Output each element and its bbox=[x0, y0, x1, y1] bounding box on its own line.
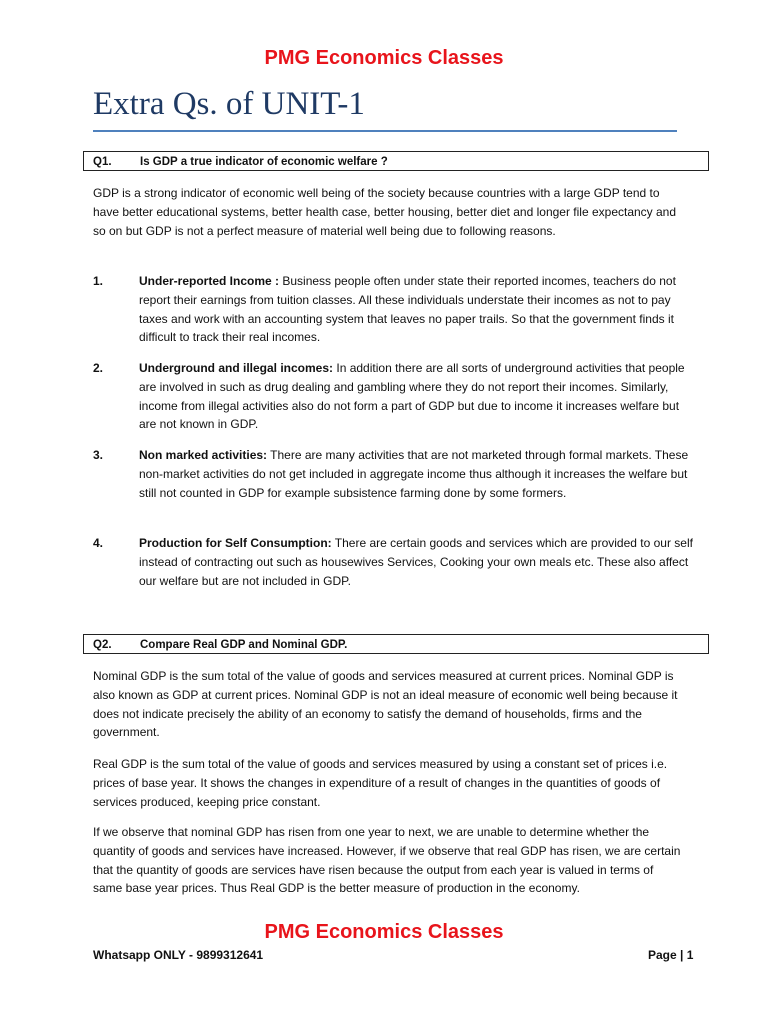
list-item bbox=[93, 534, 693, 590]
list-item-heading: Production for Self Consumption: bbox=[139, 536, 332, 550]
list-item-heading: Non marked activities: bbox=[139, 448, 268, 462]
list-item-number: 2. bbox=[93, 361, 104, 375]
question-box-q2 bbox=[83, 634, 709, 654]
title-underline bbox=[93, 130, 677, 132]
list-item-number: 3. bbox=[93, 448, 104, 462]
list-item-text: There are many activities that are not marketed through formal markets. These non-market activities do not get included in aggregate income thus although it increases the welfare but still not counted in GDP for example subsistence farming done by some formers. bbox=[139, 448, 689, 500]
page-number: Page | 1 bbox=[648, 948, 694, 962]
q2-paragraph-nominal: Nominal GDP is the sum total of the value of goods and services measured at current prices. Nominal GDP is also known as GDP at current prices. Nominal GDP is not an ideal measure of economic well being because it does not indicate precisely the ability of an economy to satisfy the demand of households, firms and the government. bbox=[93, 669, 678, 740]
q2-paragraph-comparison: If we observe that nominal GDP has risen from one year to next, we are unable to determine whether the quantity of goods and services have increased. However, if we observe that real GDP has risen, we are certain that the quantity of goods are services have risen because the output from each year is valued in terms of same base year prices. Thus Real GDP is the better measure of production in the economy. bbox=[93, 825, 681, 896]
question-text: Is GDP a true indicator of economic welfare ? bbox=[140, 156, 388, 168]
list-item-number: 4. bbox=[93, 536, 104, 550]
list-item-heading: Under-reported Income : bbox=[139, 274, 280, 288]
list-item-heading: Underground and illegal incomes: bbox=[139, 361, 334, 375]
list-item-text: There are certain goods and services which are provided to our self instead of contracting out such as housewives Services, Cooking your own meals etc. These also affect our welfare but are not included in GDP. bbox=[139, 536, 693, 588]
list-item-text: In addition there are all sorts of underground activities that people are involved in such as drug dealing and gambling where they do not report their incomes. Similarly, income from illegal activities also do not form a part of GDP but due to income it increases welfare but are not known in GDP. bbox=[139, 361, 685, 432]
footer-brand: PMG Economics Classes bbox=[264, 921, 504, 943]
question-text: Compare Real GDP and Nominal GDP. bbox=[140, 639, 348, 651]
list-item bbox=[93, 272, 683, 347]
list-item bbox=[93, 446, 689, 502]
question-box-q1 bbox=[83, 151, 709, 171]
list-item bbox=[93, 359, 683, 434]
q2-paragraph-real: Real GDP is the sum total of the value of goods and services measured by using a constant set of prices i.e. prices of base year. It shows the changes in expenditure of a result of changes in the quantities of goods of services produced, keeping price constant. bbox=[93, 757, 668, 809]
question-number: Q1. bbox=[93, 156, 112, 168]
footer-contact: Whatsapp ONLY - 9899312641 bbox=[93, 948, 264, 962]
list-item-text: Business people often under state their reported incomes, teachers do not report their earnings from tuition classes. All these individuals understate their incomes as not to pay taxes and work with an accounting system that leaves no paper trails. So that the government finds it difficult to track their real incomes. bbox=[139, 274, 676, 345]
question-number: Q2. bbox=[93, 639, 112, 651]
q1-intro-paragraph: GDP is a strong indicator of economic well being of the society because countries with a large GDP tend to have better educational systems, better health case, better housing, better diet and longer file expectancy and so on but GDP is not a perfect measure of material well being due to following reasons. bbox=[93, 186, 677, 238]
page-title: Extra Qs. of UNIT-1 bbox=[93, 86, 365, 122]
header-brand: PMG Economics Classes bbox=[264, 47, 504, 69]
list-item-number: 1. bbox=[93, 274, 104, 288]
